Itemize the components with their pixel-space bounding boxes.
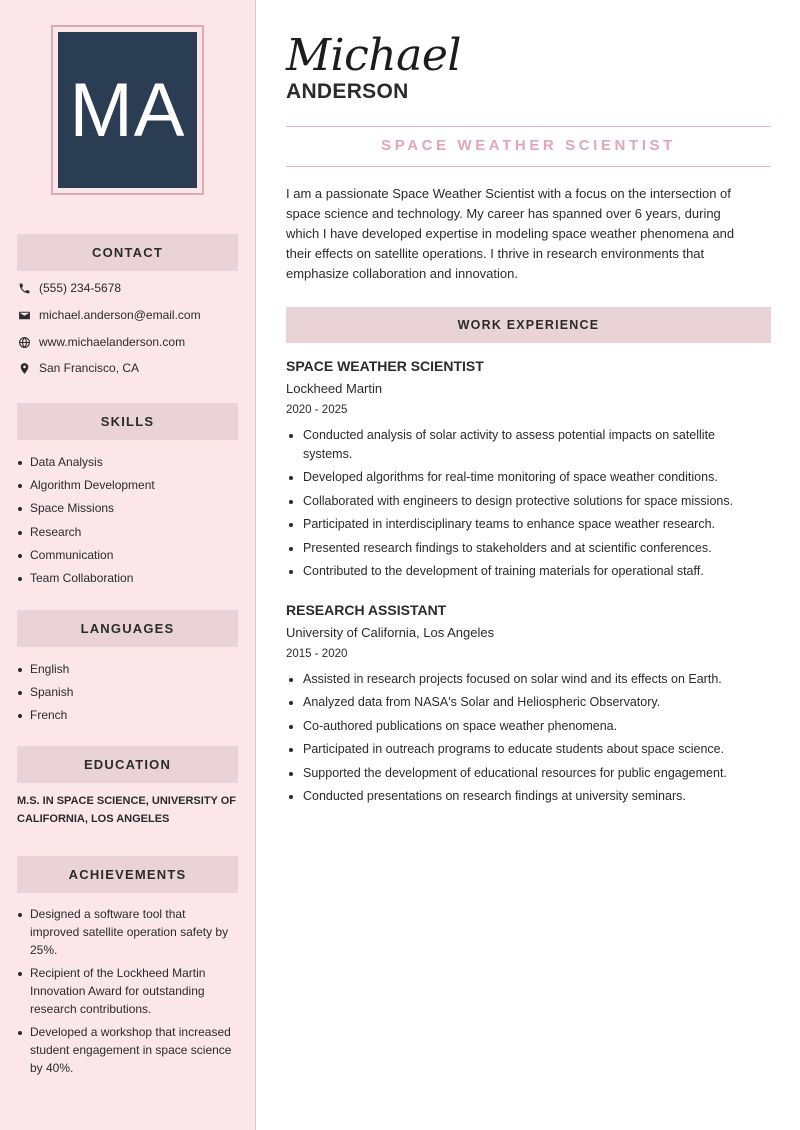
last-name: ANDERSON bbox=[286, 80, 409, 103]
language-item: English bbox=[17, 660, 242, 678]
skill-item: Algorithm Development bbox=[17, 476, 242, 494]
contact-website bbox=[17, 334, 185, 350]
job-bullet: Developed algorithms for real-time monitoring of space weather conditions. bbox=[286, 468, 756, 487]
education-degree: M.S. IN SPACE SCIENCE, UNIVERSITY OF CALIFORNIA, LOS ANGELES bbox=[17, 795, 237, 825]
monogram: MA bbox=[58, 32, 197, 188]
contact-phone bbox=[17, 280, 121, 296]
job-company: Lockheed Martin bbox=[286, 381, 383, 396]
phone-text: (555) 234-5678 bbox=[39, 281, 122, 295]
achievement-item: Recipient of the Lockheed Martin Innovation Award for outstanding research contributions. bbox=[17, 964, 232, 1018]
job-bullet: Conducted analysis of solar activity to assess potential impacts on satellite systems. bbox=[286, 426, 756, 464]
job-bullet: Presented research findings to stakeholders and at scientific conferences. bbox=[286, 539, 756, 558]
job-role: SPACE WEATHER SCIENTIST bbox=[286, 358, 484, 374]
globe-icon bbox=[17, 335, 31, 349]
contact-heading: CONTACT bbox=[17, 234, 238, 271]
title-rule-top bbox=[286, 126, 771, 127]
achievement-item: Developed a workshop that increased student engagement in space science by 40%. bbox=[17, 1023, 232, 1077]
job-bullets bbox=[286, 426, 756, 581]
job-bullet: Contributed to the development of training materials for operational staff. bbox=[286, 562, 756, 581]
languages-list bbox=[17, 660, 242, 724]
job-bullet: Supported the development of educational resources for public engagement. bbox=[286, 764, 756, 783]
language-item: French bbox=[17, 706, 242, 724]
job-title: SPACE WEATHER SCIENTIST bbox=[381, 137, 676, 154]
location-text: San Francisco, CA bbox=[39, 361, 140, 375]
job-bullet: Participated in outreach programs to educate students about space science. bbox=[286, 740, 756, 759]
first-name: Michael bbox=[286, 30, 461, 81]
mail-icon bbox=[17, 308, 31, 322]
job-bullet: Conducted presentations on research findings at university seminars. bbox=[286, 787, 756, 806]
job-bullets bbox=[286, 670, 756, 806]
languages-heading: LANGUAGES bbox=[17, 610, 238, 647]
achievements-heading: ACHIEVEMENTS bbox=[17, 856, 238, 893]
job-entry bbox=[286, 356, 756, 585]
skill-item: Data Analysis bbox=[17, 453, 242, 471]
skills-list bbox=[17, 453, 242, 587]
email-text: michael.anderson@email.com bbox=[39, 308, 201, 322]
job-bullet: Participated in interdisciplinary teams to enhance space weather research. bbox=[286, 515, 756, 534]
skill-item: Research bbox=[17, 523, 242, 541]
job-bullet: Analyzed data from NASA's Solar and Heliospheric Observatory. bbox=[286, 693, 756, 712]
title-rule-bottom bbox=[286, 166, 771, 167]
contact-location bbox=[17, 360, 139, 376]
language-item: Spanish bbox=[17, 683, 242, 701]
skill-item: Space Missions bbox=[17, 499, 242, 517]
job-company: University of California, Los Angeles bbox=[286, 625, 495, 640]
profile-summary: I am a passionate Space Weather Scientist with a focus on the intersection of space science and technology. My career has spanned over 6 years, during which I have developed expertise in modeling space weather phenomena and their effects on satellite operations. I thrive in research environments that emphasize collaboration and innovation. bbox=[286, 186, 735, 281]
work-experience-heading: WORK EXPERIENCE bbox=[286, 307, 771, 343]
phone-icon bbox=[17, 281, 31, 295]
job-bullet: Co-authored publications on space weather phenomena. bbox=[286, 717, 756, 736]
contact-email bbox=[17, 307, 201, 323]
job-entry bbox=[286, 600, 756, 810]
achievement-item: Designed a software tool that improved satellite operation safety by 25%. bbox=[17, 905, 232, 959]
job-dates: 2015 - 2020 bbox=[286, 648, 348, 660]
skill-item: Team Collaboration bbox=[17, 569, 242, 587]
monogram-frame bbox=[51, 25, 204, 195]
sidebar bbox=[0, 0, 256, 1130]
location-pin-icon bbox=[17, 361, 31, 375]
skills-heading: SKILLS bbox=[17, 403, 238, 440]
job-role: RESEARCH ASSISTANT bbox=[286, 602, 447, 618]
skill-item: Communication bbox=[17, 546, 242, 564]
achievements-list bbox=[17, 905, 232, 1077]
education-heading: EDUCATION bbox=[17, 746, 238, 783]
job-bullet: Collaborated with engineers to design protective solutions for space missions. bbox=[286, 492, 756, 511]
website-text: www.michaelanderson.com bbox=[39, 335, 186, 349]
job-dates: 2020 - 2025 bbox=[286, 404, 348, 416]
job-bullet: Assisted in research projects focused on solar wind and its effects on Earth. bbox=[286, 670, 756, 689]
